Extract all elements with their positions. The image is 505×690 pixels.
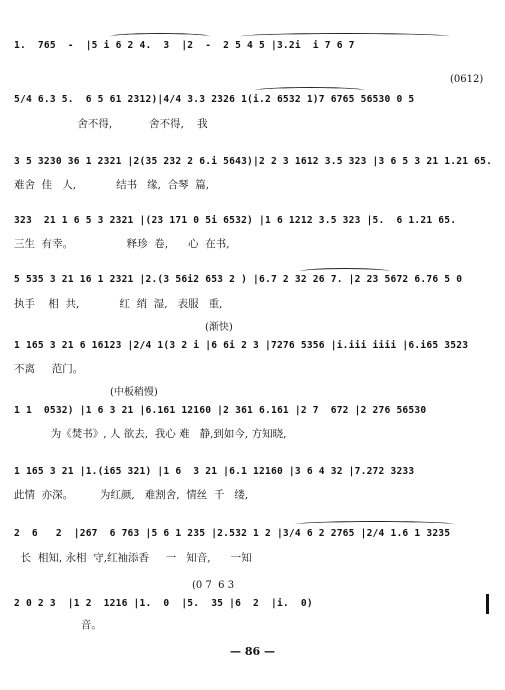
score-line-5-notes: 5 535 3 21 16 1 2321 |2.(3 56i2 653 2 ) |6.7 2 32 26 7. |2 23 5672 6.76 5 0 [14, 274, 463, 285]
score-line-7-lyrics: 为《焚书》, 人 欲去, 我心 难 静,到如今, 方知晓, [14, 428, 287, 440]
score-line-10-annotation: (0 7 6 3 [192, 580, 235, 591]
score-line-6-lyrics: 不离 范门。 [14, 363, 84, 375]
score-line-8-lyrics: 此情 亦深。 为红颜, 难割舍, 情丝 千 缕, [14, 489, 249, 501]
score-line-9-notes: 2 6 2 |267 6 763 |5 6 1 235 |2.532 1 2 |3/4 6 2 2765 |2/4 1.6 1 3235 [14, 528, 451, 539]
score-line-7-annotation: (中板稍慢) [110, 387, 158, 398]
score-line-6-notes: 1 165 3 21 6 16123 |2/4 1(3 2 i |6 6i 2 3 |7276 5356 |i.iii iiii |6.i65 3523 [14, 340, 469, 351]
score-line-2-notes: 5/4 6.3 5. 6 5 61 2312)|4/4 3.3 2326 1(i.2 6532 1)7 6765 56530 0 5 [14, 94, 415, 105]
score-line-6-annotation: (渐快) [205, 322, 233, 333]
score-line-1-notes: 1. 765 - |5 i 6 2 4. 3 |2 - 2 5 4 5 |3.2i i 7 6 7 [14, 40, 355, 51]
score-line-3-lyrics: 难舍 佳 人, 结书 缘, 合琴 篇, [14, 179, 210, 191]
slur-arc [295, 521, 455, 528]
page-number: — 86 — [230, 645, 275, 658]
score-line-9-lyrics: 长 相知, 永相 守,红袖添香 一 知音, 一知 [14, 552, 252, 564]
score-line-5-lyrics: 执手 相 共, 红 绡 湿, 表服 重, [14, 298, 223, 310]
slur-arc [300, 268, 390, 275]
score-line-10-lyrics: 音。 [14, 619, 102, 631]
score-line-2-lyrics: 舍不得, 舍不得, 我 [14, 118, 208, 130]
score-line-2-annotation: (0612) [450, 74, 484, 85]
slur-arc [110, 33, 210, 40]
score-line-7-notes: 1 1 0532) |1 6 3 21 |6.161 12160 |2 361 6.161 |2 7 672 |2 276 56530 [14, 405, 427, 416]
final-barline [486, 594, 489, 614]
score-line-4-notes: 323 21 1 6 5 3 2321 |(23 171 0 5i 6532) |1 6 1212 3.5 323 |5. 6 1.21 65. [14, 215, 457, 226]
score-line-10-notes: 2 0 2 3 |1 2 1216 |1. 0 |5. 35 |6 2 |i. 0) [14, 598, 313, 609]
slur-arc [255, 87, 365, 94]
slur-arc [240, 33, 450, 40]
score-line-3-notes: 3 5 3230 36 1 2321 |2(35 232 2 6.i 5643)|2 2 3 1612 3.5 323 |3 6 5 3 21 1.21 65. [14, 156, 492, 167]
score-line-4-lyrics: 三生 有幸。 释珍 卷, 心 在书, [14, 238, 230, 250]
score-line-8-notes: 1 165 3 21 |1.(i65 321) |1 6 3 21 |6.1 12160 |3 6 4 32 |7.272 3233 [14, 466, 415, 477]
